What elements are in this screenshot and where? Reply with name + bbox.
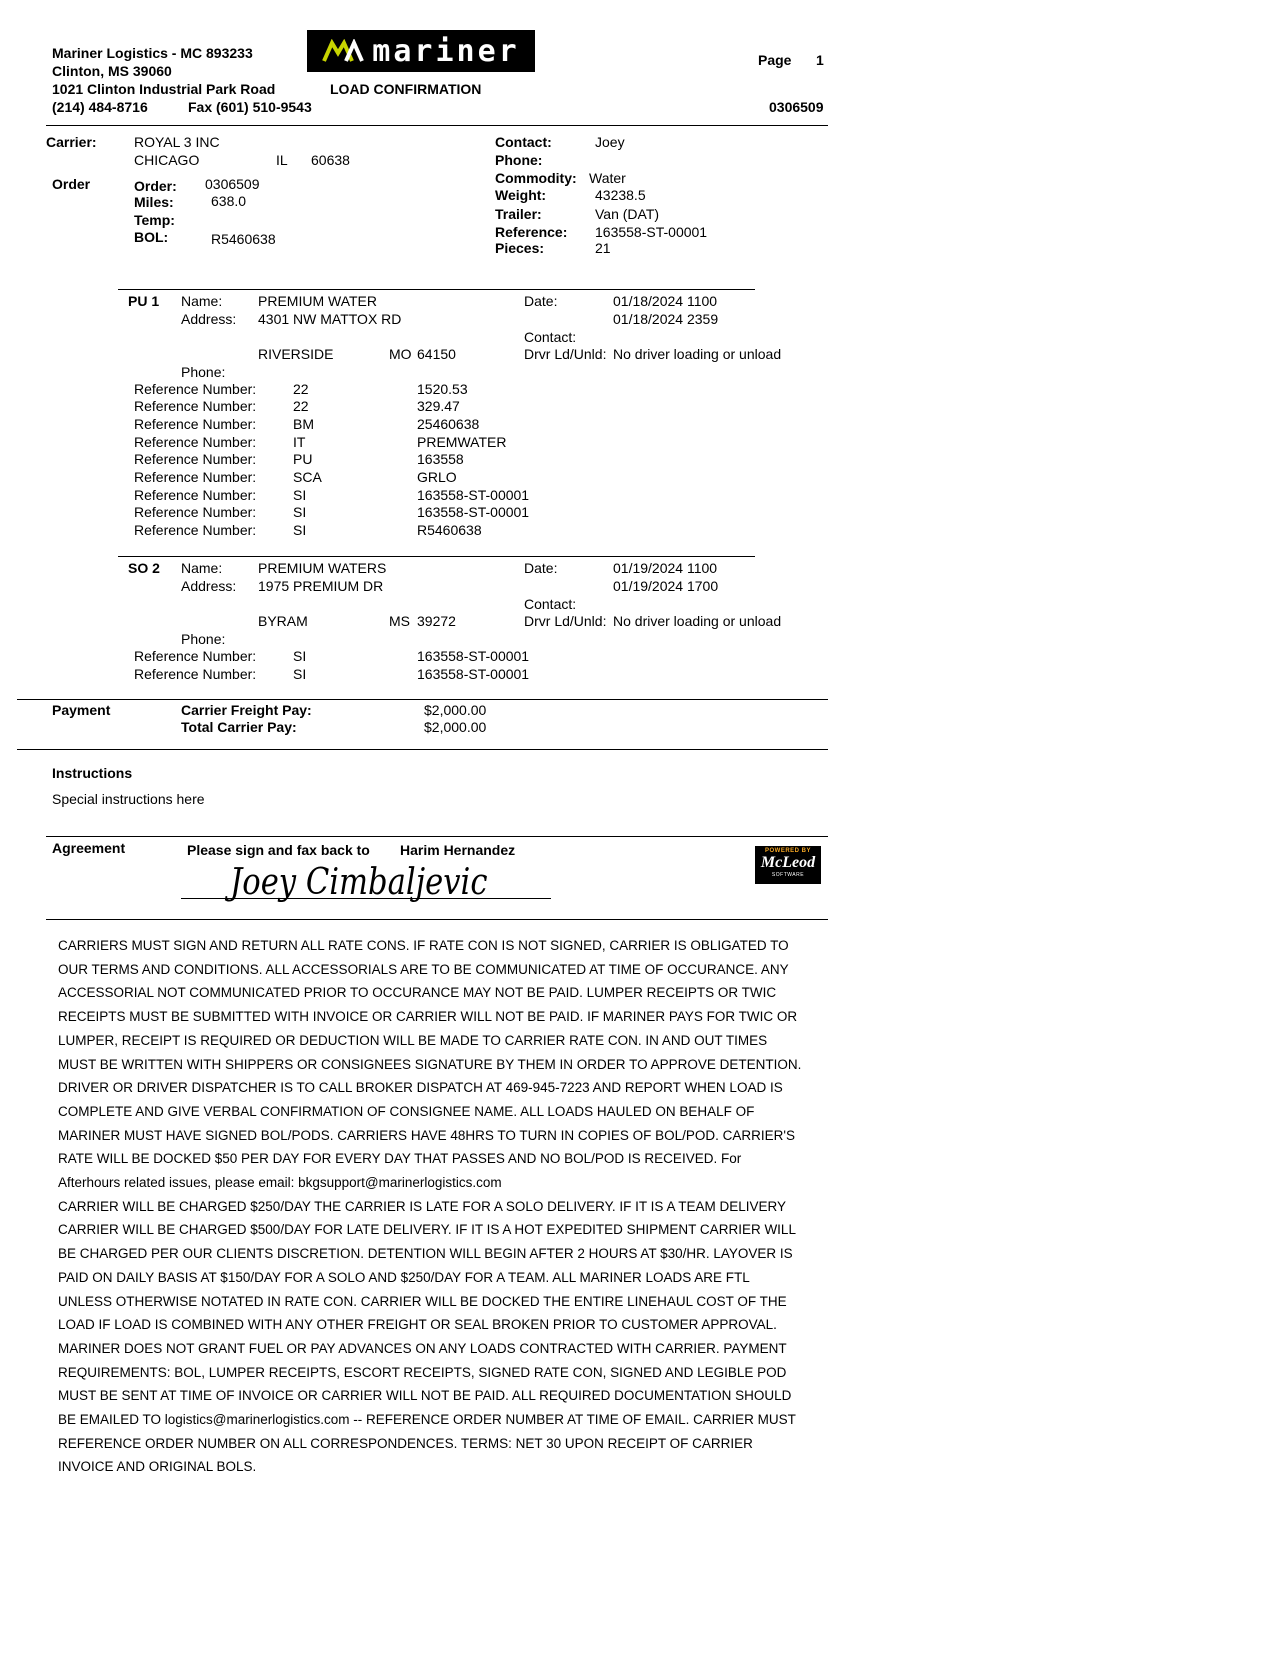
reference-code: SCA xyxy=(293,469,322,485)
divider xyxy=(17,749,828,750)
stop-drvr-label: Drvr Ld/Unld: xyxy=(524,346,607,362)
reference-value: 163558-ST-00001 xyxy=(417,504,530,520)
weight-label: Weight: xyxy=(495,187,547,203)
divider xyxy=(46,836,828,837)
reference-number-label: Reference Number: xyxy=(134,381,257,397)
reference-code: 22 xyxy=(293,398,309,414)
reference-code: SI xyxy=(293,487,307,503)
stop-state: MO xyxy=(389,346,412,362)
stop-phone-label: Phone: xyxy=(181,631,226,647)
reference-number-label: Reference Number: xyxy=(134,416,257,432)
stop-phone-label: Phone: xyxy=(181,364,226,380)
terms-paragraph: CARRIERS MUST SIGN AND RETURN ALL RATE CONS. IF RATE CON IS NOT SIGNED, CARRIER IS OBLIGATED TO OUR TERMS AND CONDITIONS. ALL ACCESSORIALS ARE TO BE COMMUNICATED AT TIME OF OCCURANCE. ANY ACCESSORIAL NOT COMMUNICATED PRIOR TO OCCURANCE MAY NOT BE PAID. LUMPER RECEIPTS OR TWIC RECEIPTS MUST BE SUBMITTED WITH INVOICE OR CARRIER WILL NOT BE PAID. IF MARINER PAYS FOR TWIC OR LUMPER, RECEIPT IS REQUIRED OR DEDUCTION WILL BE MADE TO CARRIER RATE CON. IN AND OUT TIMES MUST BE WRITTEN WITH SHIPPERS OR CONSIGNEES SIGNATURE BY THEM IN ORDER TO APPROVE DETENTION. DRIVER OR DRIVER DISPATCHER IS TO CALL BROKER DISPATCH AT 469-945-7223 AND REPORT WHEN LOAD IS COMPLETE AND GIVE VERBAL CONFIRMATION OF CONSIGNEE NAME. ALL LOADS HAULED ON BEHALF OF MARINER MUST HAVE SIGNED BOL/PODS. CARRIERS HAVE 48HRS TO TURN IN COPIES OF BOL/POD. CARRIER'S RATE WILL BE DOCKED $50 PER DAY FOR EVERY DAY THAT PASSES AND NO BOL/POD IS RECEIVED. For Afterhours related issues, please email: bkgsupport@marinerlogistics.com xyxy=(58,938,802,1191)
trailer-label: Trailer: xyxy=(495,206,542,222)
reference-code: SI xyxy=(293,522,307,538)
doc-title: LOAD CONFIRMATION xyxy=(330,81,482,97)
mcleod-badge-name: McLeod xyxy=(760,854,816,871)
company-fax: Fax (601) 510-9543 xyxy=(188,99,312,115)
stop-address: 4301 NW MATTOX RD xyxy=(258,311,402,327)
divider xyxy=(46,125,828,126)
stop-address-label: Address: xyxy=(181,311,237,327)
reference-value: 163558-ST-00001 xyxy=(417,487,530,503)
stop-name: PREMIUM WATER xyxy=(258,293,377,309)
stop-address-label: Address: xyxy=(181,578,237,594)
commodity-label: Commodity: xyxy=(495,170,577,186)
carrier-zip: 60638 xyxy=(311,152,350,168)
carrier-city: CHICAGO xyxy=(134,152,200,168)
stop-date-end: 01/19/2024 1700 xyxy=(613,578,719,594)
company-city: Clinton, MS 39060 xyxy=(52,63,172,79)
order-section-label: Order xyxy=(52,176,91,192)
freight-pay-label: Carrier Freight Pay: xyxy=(181,702,312,718)
stop-drvr-value: No driver loading or unload xyxy=(613,613,782,629)
stop-zip: 64150 xyxy=(417,346,456,362)
reference-number-label: Reference Number: xyxy=(134,648,257,664)
stop-date-start: 01/19/2024 1100 xyxy=(613,560,718,576)
stop-date-end: 01/18/2024 2359 xyxy=(613,311,719,327)
stop-code: PU 1 xyxy=(128,293,160,309)
reference-code: BM xyxy=(293,416,314,432)
divider xyxy=(118,556,755,557)
company-phone: (214) 484-8716 xyxy=(52,99,148,115)
mcleod-badge-software: SOFTWARE xyxy=(771,872,805,878)
reference-value: 25460638 xyxy=(417,416,480,432)
commodity-value: Water xyxy=(589,170,626,186)
stop-code: SO 2 xyxy=(128,560,160,576)
contact-value: Joey xyxy=(595,134,625,150)
stop-name-label: Name: xyxy=(181,293,223,309)
mcleod-badge-powered: POWERED BY xyxy=(764,848,811,854)
reference-value: 163558-ST-00001 xyxy=(595,224,708,240)
reference-code: PU xyxy=(293,451,313,467)
instructions-label: Instructions xyxy=(52,765,133,781)
stop-date-label: Date: xyxy=(524,560,558,576)
stop-contact-label: Contact: xyxy=(524,329,577,345)
company-address: 1021 Clinton Industrial Park Road xyxy=(52,81,276,97)
reference-code: IT xyxy=(293,434,306,450)
reference-number-label: Reference Number: xyxy=(134,666,257,682)
page-label: Page xyxy=(758,52,792,68)
stop-name-label: Name: xyxy=(181,560,223,576)
reference-value: R5460638 xyxy=(417,522,482,538)
company-name: Mariner Logistics - MC 893233 xyxy=(52,45,253,61)
miles-label: Miles: xyxy=(134,194,174,210)
reference-number-label: Reference Number: xyxy=(134,434,257,450)
contact-label: Contact: xyxy=(495,134,552,150)
reference-code: SI xyxy=(293,648,307,664)
bol-label: BOL: xyxy=(134,229,169,245)
stop-city: RIVERSIDE xyxy=(258,346,334,362)
stop-drvr-value: No driver loading or unload xyxy=(613,346,782,362)
header-order-number: 0306509 xyxy=(769,99,824,115)
reference-value: 163558 xyxy=(417,451,464,467)
bol-value: R5460638 xyxy=(211,231,276,247)
reference-number-label: Reference Number: xyxy=(134,469,257,485)
reference-code: SI xyxy=(293,666,307,682)
mcleod-badge xyxy=(755,846,821,884)
total-pay-value: $2,000.00 xyxy=(424,719,487,735)
divider xyxy=(17,699,828,700)
stop-drvr-label: Drvr Ld/Unld: xyxy=(524,613,607,629)
order-label: Order: xyxy=(134,178,177,194)
stop-date-label: Date: xyxy=(524,293,558,309)
signature-line xyxy=(181,898,551,899)
reference-value: 329.47 xyxy=(417,398,460,414)
agreement-label: Agreement xyxy=(52,840,126,856)
divider xyxy=(46,919,828,920)
reference-code: 22 xyxy=(293,381,309,397)
stop-city: BYRAM xyxy=(258,613,308,629)
reference-value: 163558-ST-00001 xyxy=(417,666,530,682)
terms-paragraph: CARRIER WILL BE CHARGED $250/DAY THE CARRIER IS LATE FOR A SOLO DELIVERY. IF IT IS A TEAM DELIVERY CARRIER WILL BE CHARGED $500/DAY FOR LATE DELIVERY. IF IT IS A HOT EXPEDITED SHIPMENT CARRIER WILL BE CHARGED PER OUR CLIENTS DISCRETION. DETENTION WILL BEGIN AFTER 2 HOURS AT $30/HR. LAYOVER IS PAID ON DAILY BASIS AT $150/DAY FOR A SOLO AND $250/DAY FOR A TEAM. ALL MARINER LOADS ARE FTL UNLESS OTHERWISE NOTATED IN RATE CON. CARRIER WILL BE DOCKED THE ENTIRE LINEHAUL COST OF THE LOAD IF LOAD IS COMBINED WITH ANY OTHER FREIGHT OR SEAL BROKEN PRIOR TO CUSTOMER APPROVAL. MARINER DOES NOT GRANT FUEL OR PAY ADVANCES ON ANY LOADS CONTRACTED WITH CARRIER. PAYMENT REQUIREMENTS: BOL, LUMPER RECEIPTS, ESCORT RECEIPTS, SIGNED RATE CON, SIGNED AND LEGIBLE POD MUST BE SENT AT TIME OF INVOICE OR CARRIER WILL NOT BE PAID. ALL REQUIRED DOCUMENTATION SHOULD BE EMAILED TO logistics@marinerlogistics.com -- REFERENCE ORDER NUMBER AT TIME OF EMAIL. CARRIER MUST REFERENCE ORDER NUMBER ON ALL CORRESPONDENCES. TERMS: NET 30 UPON RECEIPT OF CARRIER INVOICE AND ORIGINAL BOLS. xyxy=(58,1198,796,1475)
pieces-label: Pieces: xyxy=(495,240,545,256)
sign-instruction: Please sign and fax back to xyxy=(187,842,370,858)
reference-value: GRLO xyxy=(417,469,457,485)
reference-label: Reference: xyxy=(495,224,568,240)
terms-and-conditions xyxy=(58,934,803,1479)
payment-label: Payment xyxy=(52,702,111,718)
weight-value: 43238.5 xyxy=(595,187,646,203)
miles-value: 638.0 xyxy=(211,193,247,209)
freight-pay-value: $2,000.00 xyxy=(424,702,487,718)
stop-state: MS xyxy=(389,613,410,629)
reference-number-label: Reference Number: xyxy=(134,451,257,467)
phone-label: Phone: xyxy=(495,152,543,168)
pieces-value: 21 xyxy=(595,240,611,256)
reference-number-label: Reference Number: xyxy=(134,522,257,538)
carrier-label: Carrier: xyxy=(46,134,97,150)
stop-contact-label: Contact: xyxy=(524,596,577,612)
signer-name: Harim Hernandez xyxy=(400,842,516,858)
order-value: 0306509 xyxy=(205,176,260,192)
carrier-name: ROYAL 3 INC xyxy=(134,134,220,150)
reference-number-label: Reference Number: xyxy=(134,398,257,414)
temp-label: Temp: xyxy=(134,212,175,228)
reference-code: SI xyxy=(293,504,307,520)
reference-value: 163558-ST-00001 xyxy=(417,648,530,664)
total-pay-label: Total Carrier Pay: xyxy=(181,719,297,735)
stop-date-start: 01/18/2024 1100 xyxy=(613,293,718,309)
signature: Joey Cimbaljevic xyxy=(230,862,488,903)
mariner-logo-icon xyxy=(322,39,364,63)
trailer-value: Van (DAT) xyxy=(595,206,660,222)
stop-name: PREMIUM WATERS xyxy=(258,560,387,576)
reference-value: PREMWATER xyxy=(417,434,507,450)
stop-zip: 39272 xyxy=(417,613,456,629)
mariner-logo xyxy=(307,30,535,72)
stop-address: 1975 PREMIUM DR xyxy=(258,578,384,594)
reference-number-label: Reference Number: xyxy=(134,487,257,503)
page-number: 1 xyxy=(816,52,824,68)
reference-value: 1520.53 xyxy=(417,381,468,397)
divider xyxy=(118,289,755,290)
reference-number-label: Reference Number: xyxy=(134,504,257,520)
instructions-text: Special instructions here xyxy=(52,791,205,807)
mariner-logo-text: mariner xyxy=(372,33,520,69)
carrier-state: IL xyxy=(276,152,288,168)
